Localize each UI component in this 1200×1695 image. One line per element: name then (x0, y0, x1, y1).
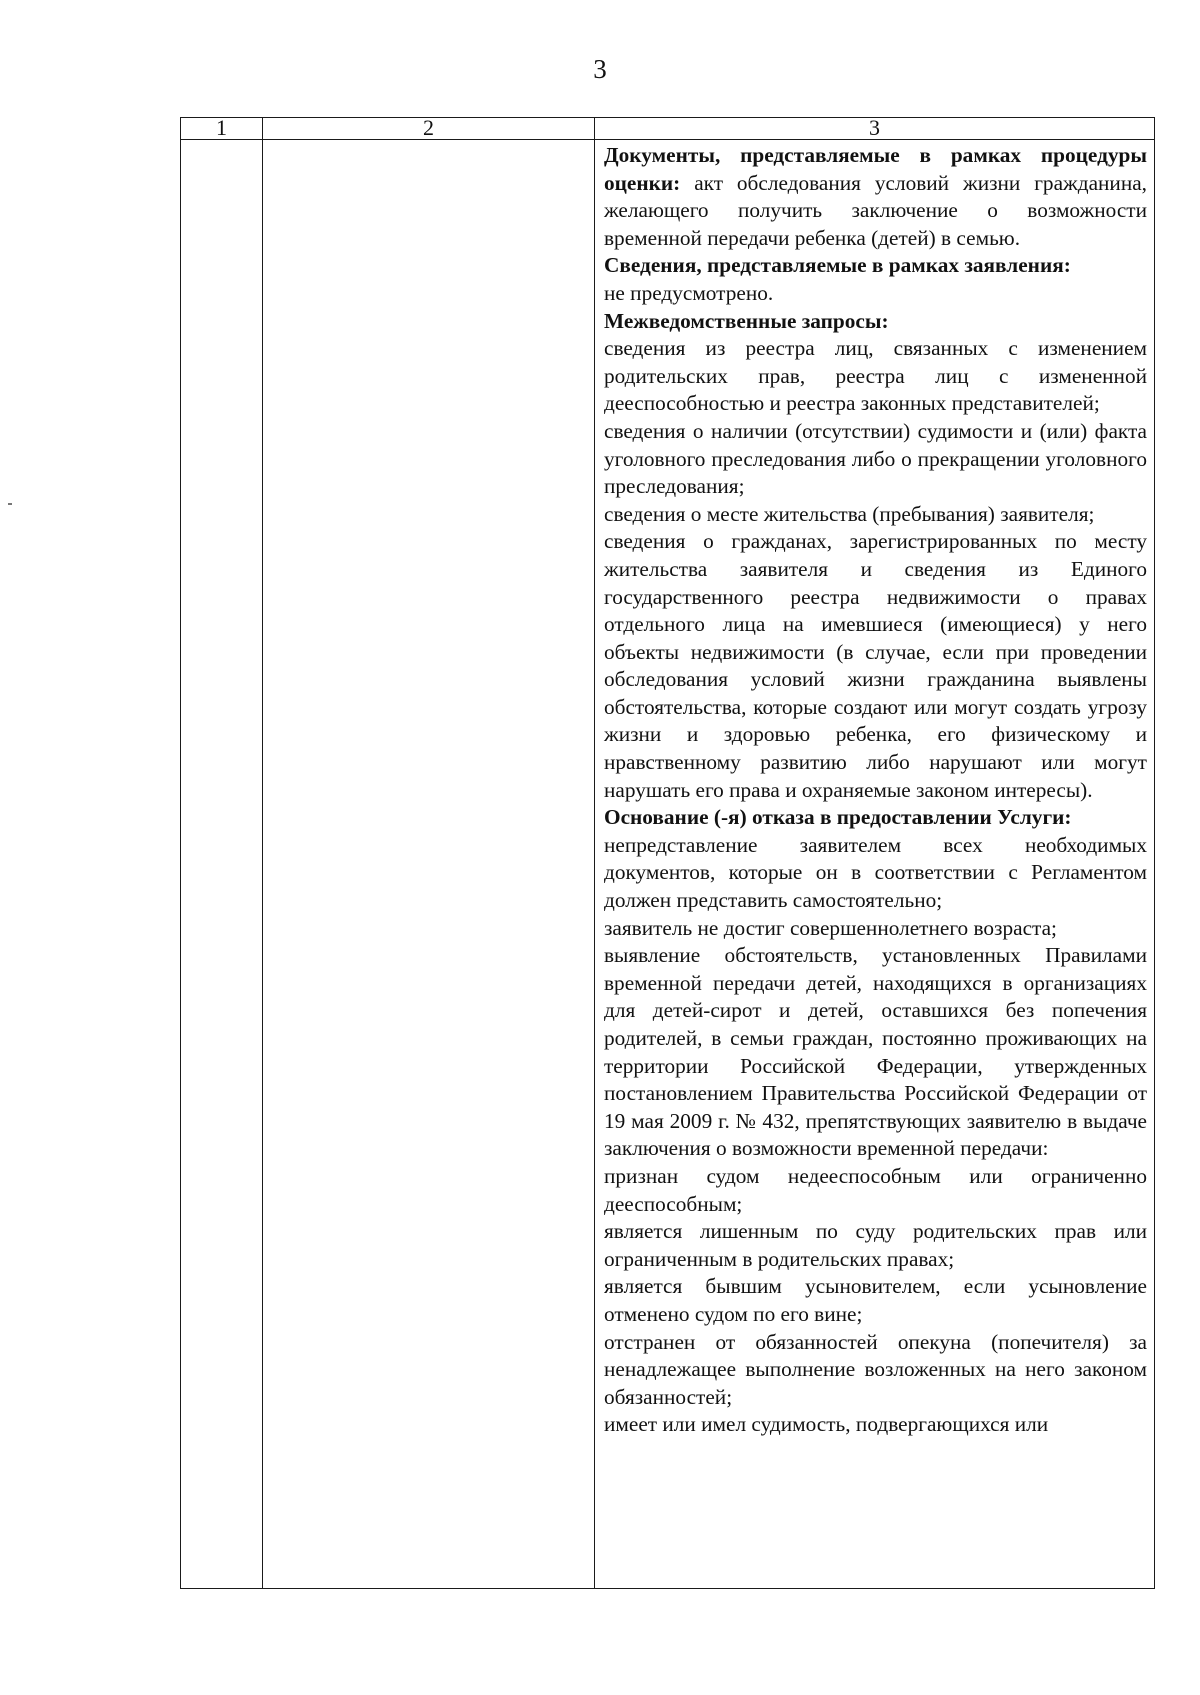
refusal-item: заявитель не достиг совершеннолетнего возраста; (604, 915, 1057, 940)
refusal-item: признан судом недееспособным или ограниченно дееспособным; (604, 1163, 1147, 1216)
interagency-item: сведения о наличии (отсутствии) судимости и (или) факта уголовного преследования либо о прекращении уголовного преследования; (604, 418, 1147, 499)
documents-heading: Документы, представляемые в рамках процедуры оценки: (604, 143, 1147, 195)
refusal-item: непредставление заявителем всех необходимых документов, которые он в соответствии с Регламентом должен представить самостоятельно; (604, 832, 1147, 913)
refusal-item: отстранен от обязанностей опекуна (попечителя) за ненадлежащее выполнение возложенных на него законом обязанностей; (604, 1329, 1147, 1409)
interagency-item: сведения о гражданах, зарегистрированных по месту жительства заявителя и сведения из Единого государственного реестра недвижимости о правах отдельного лица на имевшиеся (имеющиеся) у него объекты недвижимости (в случае, если при проведении обследования условий жизни гражданина выявлены обстоятельства, которые создают или могут создать угрозу жизни и здоровью ребенка, его физическому и нравственному развитию либо нарушают или могут нарушать его права и охраняемые законом интересы). (604, 529, 1147, 802)
table-content-row (181, 140, 1155, 1589)
scan-mark (8, 503, 12, 505)
info-text: не предусмотрено. (604, 280, 774, 305)
table-header-row (181, 118, 1155, 140)
requirements-table (180, 117, 1155, 1589)
documents-paragraph (604, 142, 1147, 252)
interagency-item: сведения из реестра лиц, связанных с изменением родительских прав, реестра лиц с измененной дееспособностью и реестра законных представителей; (604, 336, 1147, 416)
column-header-1: 1 (181, 118, 263, 140)
interagency-item: сведения о месте жительства (пребывания) заявителя; (604, 501, 1095, 526)
page-number: 3 (593, 54, 607, 84)
refusal-item: является лишенным по суду родительских прав или ограниченным в родительских правах; (604, 1219, 1147, 1271)
column-header-3: 3 (595, 118, 1155, 140)
cell-column-3 (595, 140, 1155, 1589)
column-header-2: 2 (263, 118, 595, 140)
refusal-item: выявление обстоятельств, установленных Правилами временной передачи детей, находящихся в организациях для детей-сирот и детей, оставшихся без попечения родителей, в семьи граждан, постоянно проживающих на территории Российской Федерации, утвержденных постановлением Правительства Российской Федерации от 19 мая 2009 г. № 432, препятствующих заявителю в выдаче заключения о возможности временной передачи: (604, 943, 1147, 1161)
info-heading: Сведения, представляемые в рамках заявления: (604, 253, 1071, 278)
interagency-heading: Межведомственные запросы: (604, 308, 889, 333)
refusal-heading: Основание (-я) отказа в предоставлении Услуги: (604, 805, 1072, 830)
info-paragraph (604, 252, 1147, 280)
refusal-item: имеет или имел судимость, подвергающихся или (604, 1412, 1049, 1437)
cell-column-1 (181, 140, 263, 1589)
refusal-item: является бывшим усыновителем, если усыновление отменено судом по его вине; (604, 1274, 1147, 1326)
documents-text: акт обследования условий жизни гражданина, желающего получить заключение о возможности временной передачи ребенка (детей) в семью. (604, 170, 1148, 250)
cell-column-2 (263, 140, 595, 1589)
